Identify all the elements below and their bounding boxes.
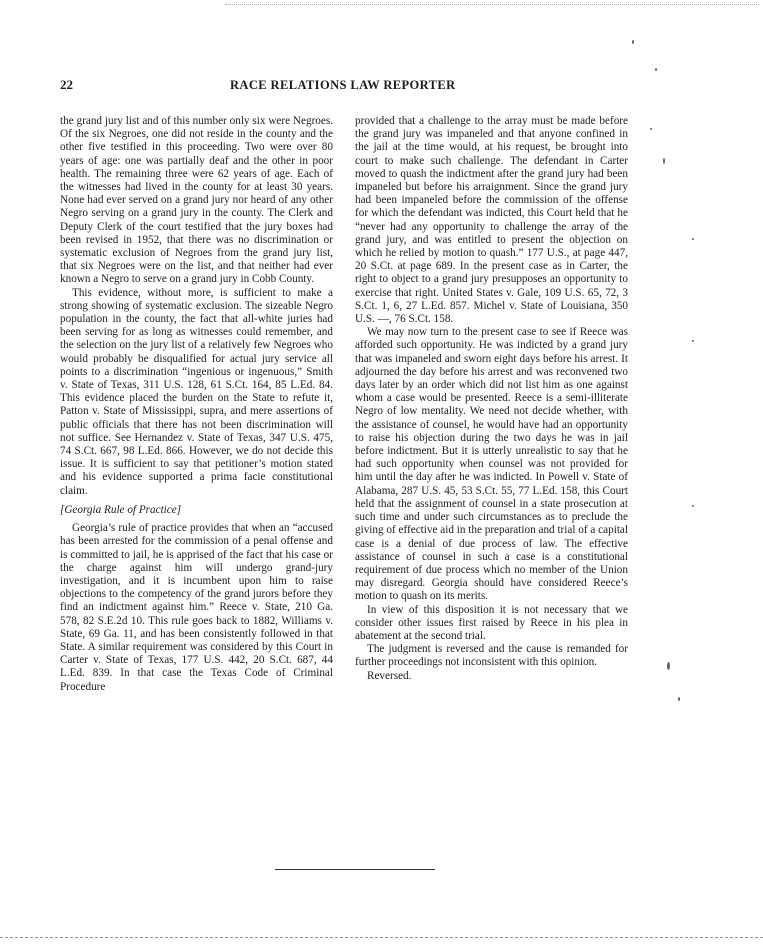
right-paragraph-4: The judgment is reversed and the cause is remanded for further proceedings not inconsistent with this opinion.: [355, 643, 628, 669]
margin-speck: [692, 340, 694, 342]
margin-speck: [678, 697, 680, 701]
right-paragraph-2: We may now turn to the present case to see if Reece was afforded such opportunity. He was indicted by a grand jury that was impaneled and sworn eight days before his arrest. It adjourned the day before his arrest and was reconvened two days later by an order which did not list him as one against whom a case would be presented. Reece is a semi-illiterate Negro of low mentality. We need not decide whether, with the assistance of counsel, he would have had an opportunity to raise his objection during the two days he was in jail before indictment. But it is utterly unrealistic to say that he had such opportunity when counsel was not provided for him until the day after he was indicted. In Powell v. State of Alabama, 287 U.S. 45, 53 S.Ct. 55, 77 L.Ed. 158, this Court held that the assignment of counsel in a state prosecution at such time and under such circumstances as to preclude the giving of effective aid in the preparation and trial of a capital case is a denial of due process of law. The effective assistance of counsel in such a case is a constitutional requirement of due process which no member of the Union may disregard. Georgia should have considered Reece’s motion to quash on its merits.: [355, 326, 628, 603]
margin-speck: [667, 662, 670, 670]
bottom-border-dashes: [0, 937, 763, 938]
left-column: [60, 115, 333, 694]
page-number: 22: [60, 77, 73, 92]
margin-speck: [692, 238, 694, 240]
margin-speck: [663, 158, 665, 164]
running-title: RACE RELATIONS LAW REPORTER: [230, 78, 456, 92]
top-border-dots: [225, 4, 759, 5]
margin-speck: [655, 68, 657, 71]
section-heading: [Georgia Rule of Practice]: [60, 503, 182, 516]
left-paragraph-2: This evidence, without more, is sufficient to make a strong showing of systematic exclusion. The sizeable Negro population in the county, the fact that all-white juries had been serving for as long as witnesses could remember, and the selection on the jury list of a relatively few Negroes who would probably be disqualified for actual jury service all points to a discrimination “ingenious or ingenuous,” Smith v. State of Texas, 311 U.S. 128, 61 S.Ct. 164, 85 L.Ed. 84. This evidence placed the burden on the State to refute it, Patton v. State of Mississippi, supra, and mere assertions of public officials that there has not been discrimination will not suffice. See Hernandez v. State of Texas, 347 U.S. 475, 74 S.Ct. 667, 98 L.Ed. 866. However, we do not decide this issue. It is sufficient to say that petitioner’s motion stated and his evidence supported a prima facie constitutional claim.: [60, 286, 333, 497]
right-column: [355, 115, 628, 683]
right-paragraph-5: Reversed.: [367, 669, 412, 682]
margin-speck: [650, 128, 652, 130]
left-paragraph-1: the grand jury list and of this number only six were Negroes. Of the six Negroes, one did not reside in the county and the other five testified in this proceeding. Two were over 80 years of age: one was partially deaf and the other in poor health. The remaining three were 62 years of age. Each of the witnesses had lived in the county for at least 30 years. None had ever served on a grand jury nor heard of any other Negro serving on a grand jury in the county. The Clerk and Deputy Clerk of the court testified that the jury boxes had been revised in 1952, that there was no discrimination or systematic exclusion of Negroes from the grand jury list, that six Negroes were on the list, and that neither had ever known a Negro to serve on a grand jury in Cobb County.: [60, 115, 333, 286]
right-paragraph-1: provided that a challenge to the array must be made before the grand jury was impaneled and that anyone confined in the jail at the time would, at his request, be brought into court to make such challenge. The defendant in Carter moved to quash the indictment after the grand jury had been impaneled but before his arraignment. Since the grand jury had been impaneled before the commission of the offense for which the defendant was indicted, this Court held that he “never had any opportunity to challenge the array of the grand jury, and was entitled to present the objection on which he relied by motion to quash.” 177 U.S., at page 447, 20 S.Ct. at page 689. In the present case as in Carter, the right to object to a grand jury presupposes an opportunity to exercise that right. United States v. Gale, 109 U.S. 65, 72, 3 S.Ct. 1, 6, 27 L.Ed. 857. Michel v. State of Louisiana, 350 U.S. —, 76 S.Ct. 158.: [355, 115, 628, 326]
margin-speck: [632, 40, 634, 44]
right-paragraph-3: In view of this disposition it is not necessary that we consider other issues first raised by Reece in his plea in abatement at the second trial.: [355, 603, 628, 642]
margin-speck: [692, 505, 694, 507]
left-paragraph-3: Georgia’s rule of practice provides that when an “accused has been arrested for the commission of a penal offense and is committed to jail, he is apprised of the fact that his case or the charge against him will undergo grand-jury investigation, and it is incumbent upon him to raise objections to the competency of the grand jurors before they find an indictment against him.” Reece v. State, 210 Ga. 578, 82 S.E.2d 10. This rule goes back to 1882, Williams v. State, 69 Ga. 11, and has been consistently followed in that State. A similar requirement was considered by this Court in Carter v. State of Texas, 177 U.S. 442, 20 S.Ct. 687, 44 L.Ed. 839. In that case the Texas Code of Criminal Procedure: [60, 522, 333, 693]
end-rule: [275, 869, 435, 870]
page-header: [60, 77, 630, 95]
